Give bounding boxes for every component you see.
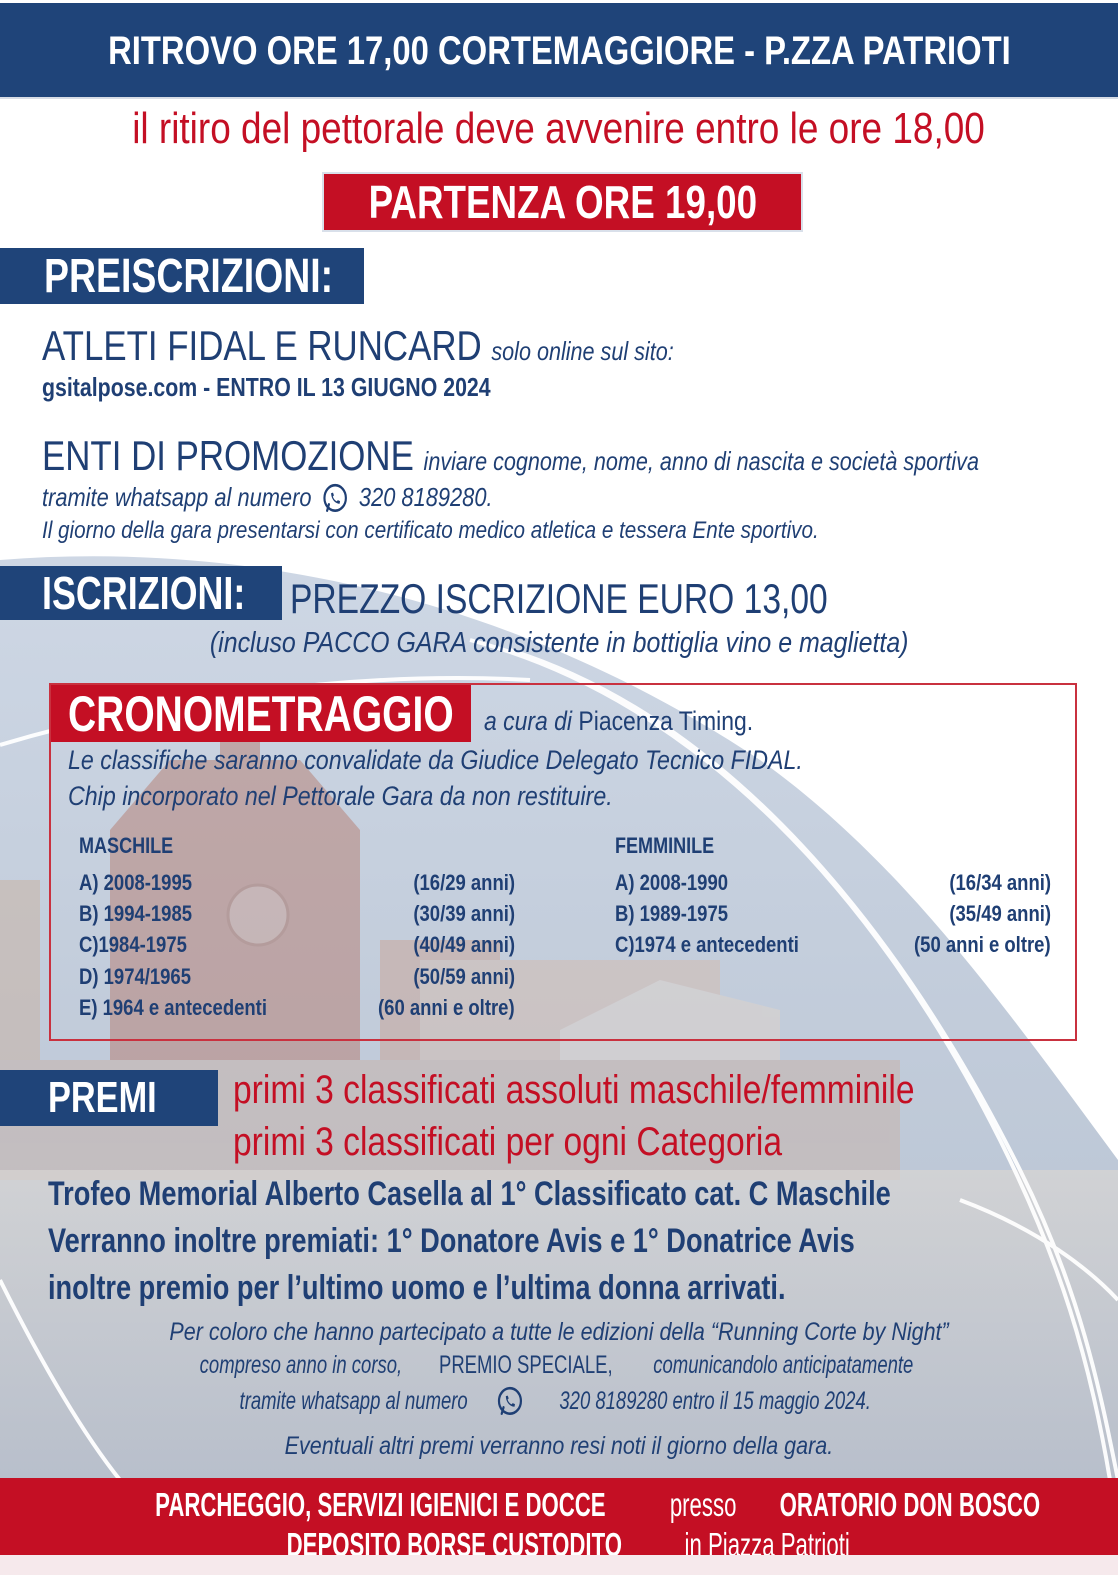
prize-overall xyxy=(233,1068,1044,1113)
fidal-note: solo online sul sito: xyxy=(491,336,674,366)
special-prize-text-1: Per coloro che hanno partecipato a tutte le edizioni della “Running Corte by Night” xyxy=(169,1318,949,1346)
other-prizes-text: Eventuali altri premi verranno resi noti il giorno della gara. xyxy=(284,1432,834,1460)
enti-whatsapp-line xyxy=(42,482,578,516)
meeting-banner xyxy=(0,3,1118,99)
premi-title: PREMI xyxy=(48,1073,157,1122)
special-prize-line-3 xyxy=(0,1385,1118,1419)
preiscrizioni-heading xyxy=(0,248,364,304)
prize-last-finishers-text: inoltre premio per l’ultimo uomo e l’ultima donna arrivati. xyxy=(48,1269,786,1307)
timing-by-name: Piacenza Timing. xyxy=(578,706,754,736)
maschile-age-range xyxy=(394,964,515,990)
prize-avis xyxy=(48,1222,1056,1261)
timing-note-1-text: Le classifiche saranno convalidate da Giudice Delegato Tecnico FIDAL. xyxy=(68,745,803,775)
category-label: B) 1994-1985 xyxy=(79,901,193,926)
other-prizes-note xyxy=(0,1432,1118,1461)
category-label: E) 1964 e antecedenti xyxy=(79,995,267,1020)
maschile-title: MASCHILE xyxy=(79,833,174,858)
prize-trophy xyxy=(48,1175,1101,1214)
enti-race-day-note xyxy=(42,517,945,545)
prize-last-finishers xyxy=(48,1269,970,1308)
maschile-category-list xyxy=(79,870,515,1030)
timing-provider xyxy=(484,706,801,737)
fidal-runcard-line xyxy=(42,322,803,370)
category-label: B) 1989-1975 xyxy=(615,901,729,926)
special-prize-text-2c: comunicandolo anticipatamente xyxy=(653,1351,914,1379)
prize-overall-text: primi 3 classificati assoluti maschile/femminile xyxy=(233,1068,915,1112)
timing-title: CRONOMETRAGGIO xyxy=(68,685,454,742)
iscrizioni-heading xyxy=(0,566,282,620)
bib-pickup-text: il ritiro del pettorale deve avvenire entro le ore 18,00 xyxy=(132,104,986,153)
category-label: A) 2008-1990 xyxy=(615,870,729,895)
timing-by-prefix: a cura di xyxy=(484,706,573,736)
maschile-age-range xyxy=(394,870,515,896)
age-label: (16/29 anni) xyxy=(413,870,515,895)
logistics-line-1 xyxy=(0,1486,1118,1524)
enti-promozione-line xyxy=(42,432,1118,480)
age-label: (60 anni e oltre) xyxy=(378,995,515,1020)
bottom-edge-strip xyxy=(0,1555,1118,1575)
enti-whatsapp-prefix: tramite whatsapp al numero xyxy=(42,482,312,512)
fidal-deadline: gsitalpose.com - ENTRO IL 13 GIUGNO 2024 xyxy=(42,372,491,402)
femminile-category-row xyxy=(615,901,750,927)
race-day-note-text: Il giorno della gara presentarsi con certificato medico atletica e tessera Ente sportivo. xyxy=(42,517,819,544)
femminile-category-row xyxy=(615,932,834,958)
fidal-detail xyxy=(42,372,589,403)
special-prize-whatsapp-prefix: tramite whatsapp al numero xyxy=(239,1386,468,1415)
femminile-category-row xyxy=(615,870,750,896)
maschile-age-range xyxy=(394,932,515,958)
age-label: (40/49 anni) xyxy=(413,932,515,957)
special-prize-text-2a: compreso anno in corso, xyxy=(199,1351,403,1379)
maschile-category-row xyxy=(79,870,214,896)
age-label: (30/39 anni) xyxy=(413,901,515,926)
maschile-category-row xyxy=(79,901,214,927)
logistics-banner xyxy=(0,1478,1118,1555)
bag-storage-location: in Piazza Patrioti xyxy=(684,1526,850,1555)
timing-note-2 xyxy=(68,781,701,812)
whatsapp-icon xyxy=(321,482,350,516)
timing-note-1 xyxy=(68,745,923,776)
premi-heading xyxy=(0,1070,218,1126)
iscrizioni-title: ISCRIZIONI: xyxy=(42,567,246,619)
category-label: C)1974 e antecedenti xyxy=(615,932,799,957)
enti-phone[interactable]: 320 8189280. xyxy=(358,482,493,512)
age-label: (35/49 anni) xyxy=(949,901,1051,926)
maschile-age-range xyxy=(352,995,515,1021)
category-label: A) 2008-1995 xyxy=(79,870,193,895)
maschile-category-row xyxy=(79,932,207,958)
meeting-text: RITROVO ORE 17,00 CORTEMAGGIORE - P.ZZA PATRIOTI xyxy=(107,28,1011,73)
bib-pickup-notice xyxy=(0,104,1118,154)
facilities-text: PARCHEGGIO, SERVIZI IGIENICI E DOCCE xyxy=(155,1486,606,1523)
registration-price xyxy=(290,575,962,623)
logistics-line-2 xyxy=(0,1526,1118,1555)
prize-category xyxy=(233,1120,887,1165)
bag-storage-text: DEPOSITO BORSE CUSTODITO xyxy=(286,1526,623,1555)
enti-note: inviare cognome, nome, anno di nascita e società sportiva xyxy=(423,446,979,476)
prize-trophy-text: Trofeo Memorial Alberto Casella al 1° Classificato cat. C Maschile xyxy=(48,1175,891,1213)
maschile-heading xyxy=(79,833,194,859)
facilities-location: ORATORIO DON BOSCO xyxy=(779,1486,1041,1523)
age-label: (16/34 anni) xyxy=(949,870,1051,895)
femminile-age-range xyxy=(930,901,1051,927)
special-prize-line-2 xyxy=(0,1351,1118,1380)
maschile-category-row xyxy=(79,995,303,1021)
timing-note-2-text: Chip incorporato nel Pettorale Gara da non restituire. xyxy=(68,781,613,811)
prize-category-text: primi 3 classificati per ogni Categoria xyxy=(233,1120,783,1164)
category-label: D) 1974/1965 xyxy=(79,964,191,989)
age-label: (50 anni e oltre) xyxy=(914,932,1051,957)
femminile-age-range xyxy=(888,932,1051,958)
facilities-presso: presso xyxy=(669,1486,737,1523)
race-pack-text: (incluso PACCO GARA consistente in bottiglia vino e maglietta) xyxy=(209,627,909,659)
timing-heading xyxy=(51,685,471,742)
age-label: (50/59 anni) xyxy=(413,964,515,989)
special-prize-label: PREMIO SPECIALE, xyxy=(438,1351,613,1379)
registration-price-text: PREZZO ISCRIZIONE EURO 13,00 xyxy=(290,575,828,622)
maschile-category-row xyxy=(79,964,212,990)
femminile-title: FEMMINILE xyxy=(615,833,715,858)
preiscrizioni-title: PREISCRIZIONI: xyxy=(44,249,334,303)
femminile-category-list xyxy=(615,870,1051,970)
fidal-heading: ATLETI FIDAL E RUNCARD xyxy=(42,322,482,369)
maschile-age-range xyxy=(394,901,515,927)
category-label: C)1984-1975 xyxy=(79,932,187,957)
prize-avis-text: Verranno inoltre premiati: 1° Donatore Avis e 1° Donatrice Avis xyxy=(48,1222,855,1260)
femminile-age-range xyxy=(930,870,1051,896)
start-time-text: PARTENZA ORE 19,00 xyxy=(368,176,757,228)
enti-heading: ENTI DI PROMOZIONE xyxy=(42,432,414,479)
special-prize-phone[interactable]: 320 8189280 entro il 15 maggio 2024. xyxy=(559,1386,872,1415)
femminile-heading xyxy=(615,833,736,859)
whatsapp-icon xyxy=(496,1385,525,1419)
race-pack-note xyxy=(0,627,1118,660)
start-time-badge xyxy=(322,172,803,232)
special-prize-line-1 xyxy=(0,1318,1118,1347)
